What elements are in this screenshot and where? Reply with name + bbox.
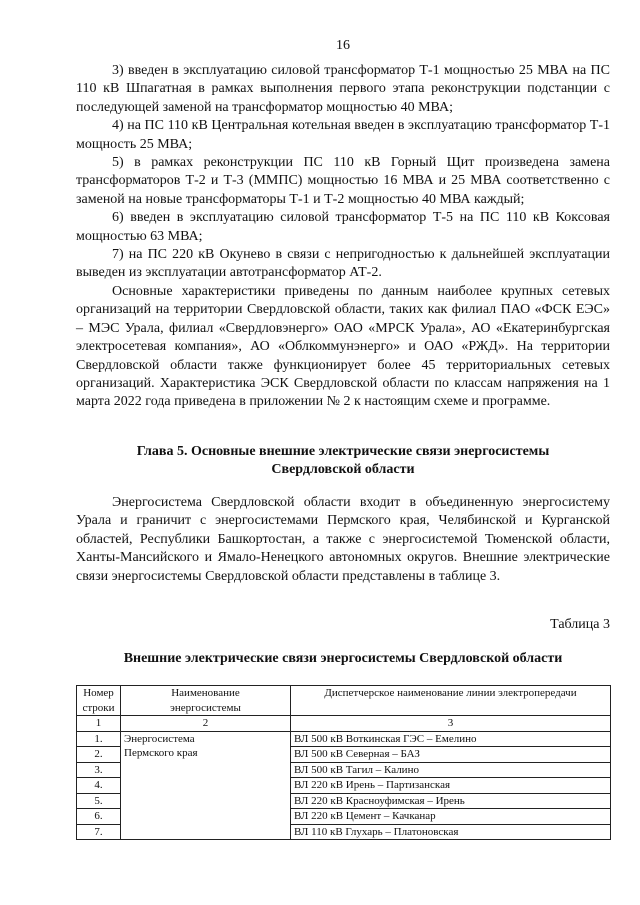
chapter-body: [76, 494, 610, 586]
row-number: 4.: [77, 778, 121, 794]
header-system-name-line1: Наименование: [171, 687, 240, 699]
paragraph-item-5: 5) в рамках реконструкции ПС 110 кВ Горный Щит произведена замена трансформаторов Т-2 и Т-3 (ММПС) мощностью 16 МВА и 25 МВА соответственно с заменой на новые трансформаторы Т-1 и Т-2 мощностью 40 МВА каждый;: [76, 155, 610, 207]
row-number: 2.: [77, 747, 121, 763]
line-name: ВЛ 110 кВ Глухарь – Платоновская: [291, 824, 611, 840]
paragraph-item-6: 6) введен в эксплуатацию силовой трансформатор Т-5 на ПС 110 кВ Коксовая мощностью 63 МВА;: [76, 210, 610, 244]
line-name: ВЛ 500 кВ Тагил – Калино: [291, 762, 611, 778]
row-number: 7.: [77, 824, 121, 840]
page-number: 16: [336, 38, 350, 53]
header-row-number-line1: Номер: [83, 687, 114, 699]
chapter-paragraph: Энергосистема Свердловской области входит в объединенную энергосистему Урала и граничит с энергосистемами Пермского края, Челябинской и Курганской областей, Республики Башкортостан, а также с энергосистемой Тюменской области, Ханты-Мансийского и Ямало-Ненецкого автономных округов. Внешние электрические связи энергосистемы Свердловской области представлены в таблице 3.: [76, 495, 610, 584]
table-label: Таблица 3: [550, 617, 610, 632]
paragraph-item-7: 7) на ПС 220 кВ Окунево в связи с непригодностью к дальнейшей эксплуатации выведен из эксплуатации автотрансформатор АТ-2.: [76, 247, 610, 281]
line-name: ВЛ 220 кВ Ирень – Партизанская: [291, 778, 611, 794]
row-number: 5.: [77, 793, 121, 809]
table-title: Внешние электрические связи энергосистемы Свердловской области: [123, 651, 563, 666]
paragraph-characteristics: Основные характеристики приведены по данным наиболее крупных сетевых организаций на территории Свердловской области, таких как филиал ПАО «ФСК ЕЭС» – МЭС Урала, филиал «Свердловэнерго» ОАО «МРСК Урала», АО «Екатеринбургская электросетевая компания», АО «Облкоммунэнерго» и ОАО «РЖД». На территории Свердловской области также функционирует более 45 территориальных сетевых организаций. Характеристика ЭСК Свердловской области по классам напряжения на 1 марта 2022 года приведена в приложении № 2 к настоящим схеме и программе.: [76, 283, 610, 410]
header-system-name: [121, 686, 291, 716]
index-cell-3: 3: [291, 716, 611, 732]
system-name-cell: [121, 731, 291, 840]
header-row-number-line2: строки: [82, 701, 115, 714]
paragraph-item-3: 3) введен в эксплуатацию силовой трансформатор Т-1 мощностью 25 МВА на ПС 110 кВ Шпагатная в рамках выполнения первого этапа реконструкции подстанции с последующей заменой на трансформатор мощностью 40 МВА;: [76, 63, 610, 115]
row-number: 6.: [77, 809, 121, 825]
table-row: [77, 731, 611, 747]
body-text: [76, 62, 610, 412]
chapter-title: [76, 443, 610, 479]
line-name: ВЛ 500 кВ Северная – БАЗ: [291, 747, 611, 763]
index-cell-2: 2: [121, 716, 291, 732]
line-name: ВЛ 220 кВ Цемент – Качканар: [291, 809, 611, 825]
index-cell-1: 1: [77, 716, 121, 732]
external-links-table: [76, 685, 611, 840]
row-number: 3.: [77, 762, 121, 778]
header-system-name-line2: энергосистемы: [170, 701, 241, 714]
table-header-row: [77, 686, 611, 716]
line-name: ВЛ 500 кВ Воткинская ГЭС – Емелино: [291, 731, 611, 747]
table-index-row: [77, 716, 611, 732]
line-name: ВЛ 220 кВ Красноуфимская – Ирень: [291, 793, 611, 809]
system-name-line1: Энергосистема: [124, 732, 195, 745]
chapter-title-line1: Глава 5. Основные внешние электрические связи энергосистемы: [136, 444, 550, 459]
paragraph-item-4: 4) на ПС 110 кВ Центральная котельная введен в эксплуатацию трансформатор Т-1 мощность 25 МВА;: [76, 118, 610, 152]
row-number: 1.: [77, 731, 121, 747]
header-row-number: [77, 686, 121, 716]
system-name-line2: Пермского края: [124, 747, 198, 759]
chapter-title-line2: Свердловской области: [271, 462, 415, 477]
header-line-name: Диспетчерское наименование линии электропередачи: [291, 686, 611, 716]
